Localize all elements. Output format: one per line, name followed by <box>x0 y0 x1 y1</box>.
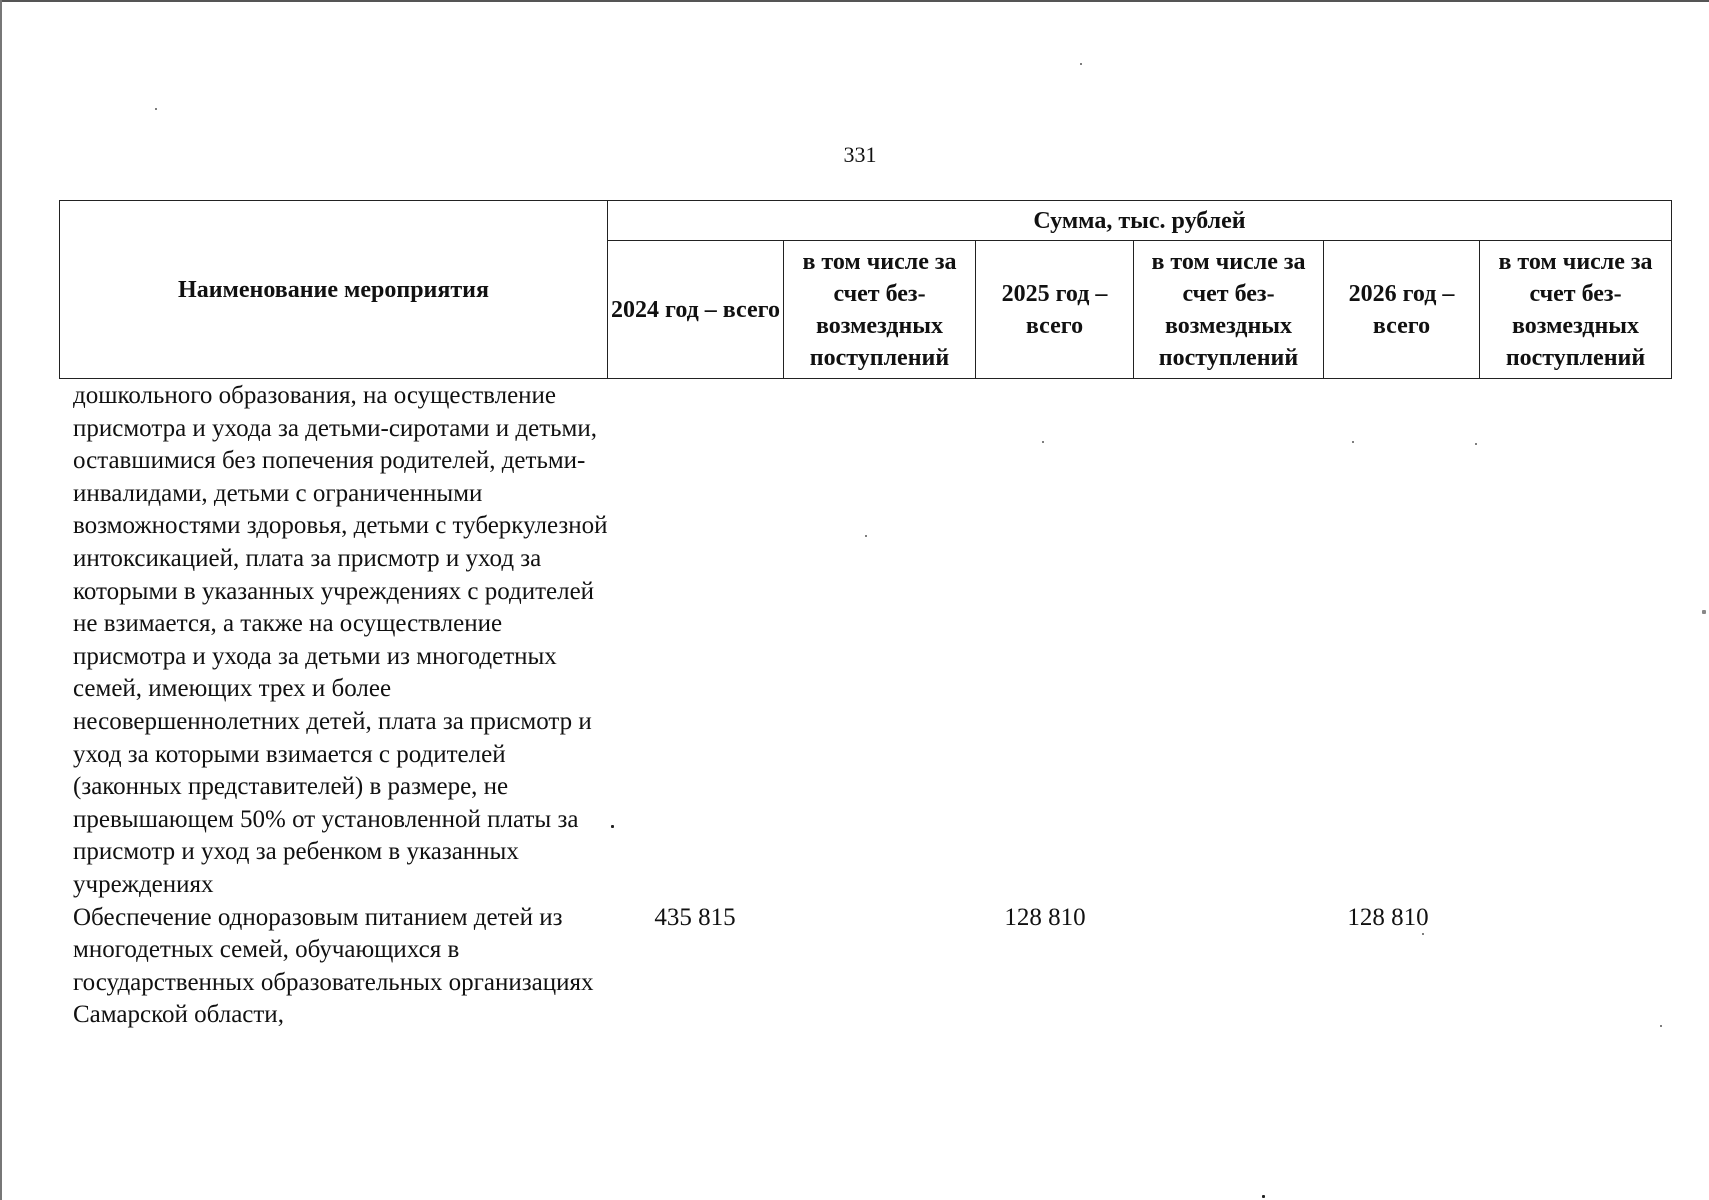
header-2024-free-receipts: в том числе за счет без-возмездных поступлений <box>784 241 976 379</box>
header-2025-free-receipts: в том числе за счет без-возмездных поступлений <box>1134 241 1324 379</box>
scan-speck <box>1262 1195 1265 1198</box>
header-2025-total: 2025 год – всего <box>976 241 1134 379</box>
scan-speck <box>155 108 157 110</box>
header-2026-free-receipts: в том числе за счет без-возмездных поступлений <box>1480 241 1672 379</box>
scan-speck <box>865 535 867 537</box>
table-body <box>73 380 1673 1032</box>
row-value-2025: 128 810 <box>1004 903 1086 931</box>
header-sum-group: Сумма, тыс. рублей <box>608 201 1672 241</box>
scan-speck <box>1352 441 1354 443</box>
table-row <box>73 380 1673 902</box>
scan-speck <box>1475 443 1477 445</box>
scan-speck <box>611 825 614 828</box>
table-header <box>59 200 1672 379</box>
scan-border-left <box>0 0 2 1200</box>
row-name: дошкольного образования, на осуществление присмотра и ухода за детьми-сиротами и детьми, оставшимися без попечения родителей, детьми-инвалидами, детьми с ограниченными возможностями здоровья, детьми с туберкулезной интоксикацией, плата за присмотр и уход за которыми в указанных учреждениях с родителей не взимается, а также на осуществление присмотра и ухода за детьми из многодетных семей, имеющих трех и более несовершеннолетних детей, плата за присмотр и уход за которыми взимается с родителей (законных представителей) в размере, не превышающем 50% от установленной платы за присмотр и уход за ребенком в указанных учреждениях <box>73 382 608 898</box>
header-name-column: Наименование мероприятия <box>60 201 608 379</box>
row-value-2024: 435 815 <box>654 903 736 931</box>
scan-speck <box>1702 610 1706 614</box>
page-number: 331 <box>843 142 877 167</box>
scan-speck <box>1080 63 1082 65</box>
table-row <box>73 902 1673 1032</box>
row-value-2026: 128 810 <box>1347 903 1429 931</box>
scan-speck <box>1660 1025 1662 1027</box>
scan-speck <box>1422 933 1424 935</box>
row-name: Обеспечение одноразовым питанием детей из многодетных семей, обучающихся в государственных образовательных организациях Самарской области, <box>73 903 594 1029</box>
header-2024-total: 2024 год – всего <box>608 241 784 379</box>
scan-speck <box>1042 441 1044 443</box>
header-2026-total: 2026 год – всего <box>1324 241 1480 379</box>
scan-border-top <box>0 0 1709 2</box>
